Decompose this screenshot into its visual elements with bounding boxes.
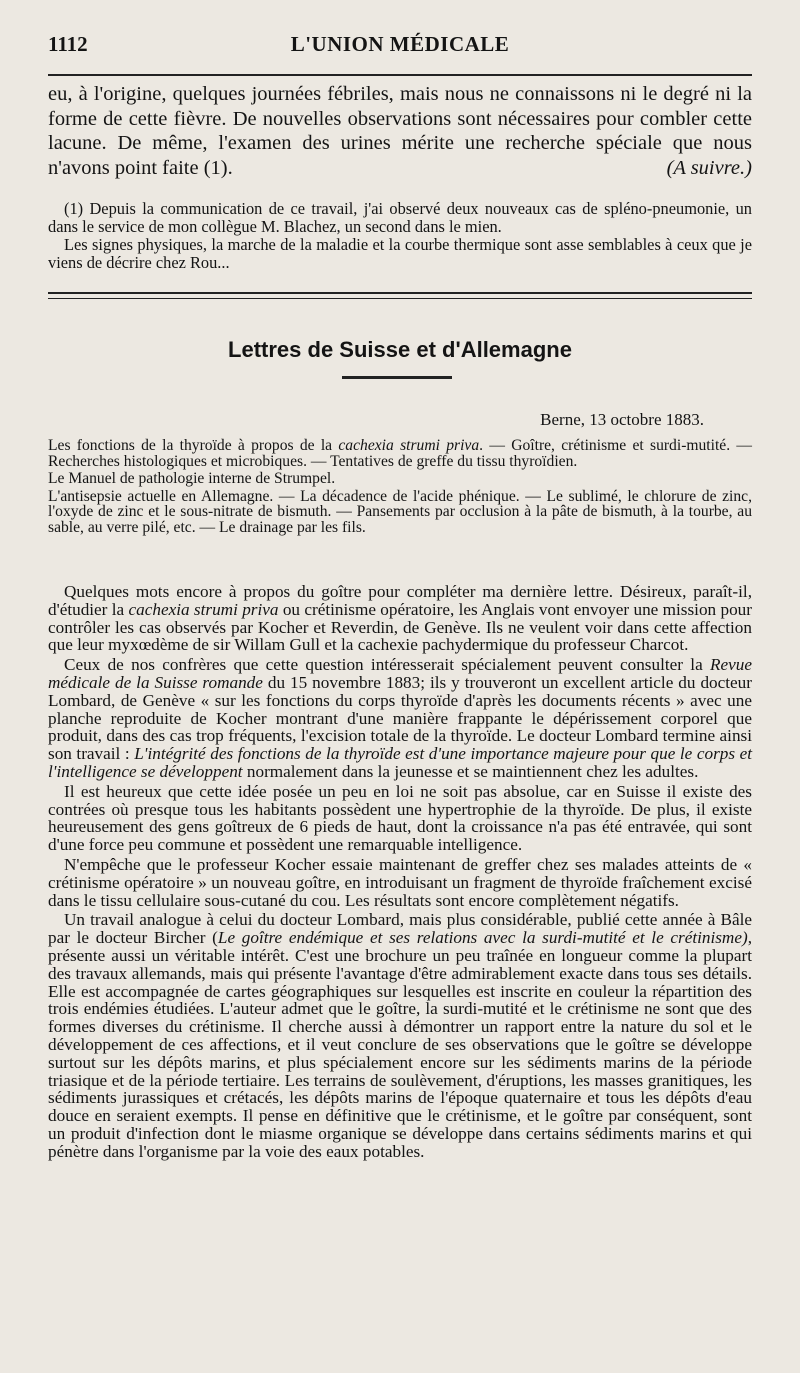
section-title: Lettres de Suisse et d'Allemagne — [228, 337, 572, 362]
body-paragraph: Ceux de nos confrères que cette question intéresserait spécialement peuvent consulter la Revue médicale de la Suisse romande du 15 novembre 1883; ils y trouveront un excellent article du docteur Lombard, de Genève « sur les fonctions du corps thyroïde d'après les documents récents » avec une planche reproduite de Kocher montrant d'une manière frappante le dépérissement corporel que produit, dans des cas trop fréquents, l'excision totale de la thyroïde. Le docteur Lombard termine ainsi son travail : L'intégrité des fonctions de la thyroïde est d'une importance majeure pour que le corps et l'intelligence se développent normalement dans la jeunesse et se maintiennent chez les adultes. — [48, 655, 753, 781]
page-number: 1112 — [48, 32, 88, 56]
body-paragraph: Quelques mots encore à propos du goître pour compléter ma dernière lettre. Désireux, paraît-il, d'étudier la cachexia strumi priva ou crétinisme opératoire, les Anglais vont envoyer une mission pour contrôler les cas observés par Kocher et Reverdin, de Genève. Ils ne veulent voir dans cette affection que leur myxœdème de sir Willam Gull et la cachexie pachydermique du professeur Charcot. — [48, 582, 752, 655]
footnote — [48, 200, 752, 272]
page-header — [48, 32, 752, 62]
footnote-paragraph-2: Les signes physiques, la marche de la maladie et la courbe thermique sont asse semblables à ceux que je viens de décrire chez Rou... — [48, 235, 752, 272]
summary-item: Le Manuel de pathologie interne de Strumpel. — [48, 470, 336, 487]
continuation-paragraph — [48, 82, 752, 180]
running-title: L'UNION MÉDICALE — [290, 32, 510, 56]
header-rule — [48, 74, 752, 76]
title-underline — [342, 376, 452, 379]
a-suivre: (A suivre.) — [666, 156, 752, 179]
section-divider — [48, 292, 752, 299]
body-paragraph: Il est heureux que cette idée posée un peu en loi ne soit pas absolue, car en Suisse il existe des contrées où presque tous les habitants possèdent une hypertrophie de la thyroïde. De plus, il existe heureusement des gens goîtreux de 6 pieds de haut, dont la croissance n'a pas été entravée, qui sont d'une force peu commune et possèdent une remarquable intelligence. — [48, 781, 752, 855]
dateline: Berne, 13 octobre 1883. — [540, 410, 704, 429]
body-paragraph: Un travail analogue à celui du docteur Lombard, mais plus considérable, publié cette année à Bâle par le docteur Bircher (Le goître endémique et ses relations avec la surdi-mutité et le crétinisme), présente aussi un véritable intérêt. C'est une brochure un peu traînée en longueur comme la plupart des travaux allemands, mais qui présente l'avantage d'être admirablement exacte dans tous ses détails. Elle est accompagnée de cartes géographiques sur lesquelles est inscrite en couleur la répartition des trois endémies étudiées. L'auteur admet que le goître, la surdi-mutité et le crétinisme ne sont que des formes diverses du crétinisme. Il cherche aussi à démontrer un rapport entre la nature du sol et le développement de ces affections, et il veut conclure de ses observations que le goître se développe surtout sur les dépôts marins, et plus spécialement encore sur les sédiments marins de la période triasique et de la période tertiaire. Les terrains de soulèvement, d'éruptions, les masses granitiques, les sédiments jurassiques et crétacés, les dépôts marins de l'époque quaternaire et tous les dépôts d'eau douce en seraient exempts. Il pense en définitive que le crétinisme, et le goître par conséquent, sont un produit d'infection dont le miasme organique se développe dans certains sédiments marins et qui pénètre dans l'organisme par la voie des eaux potables. — [48, 910, 752, 1161]
article-body — [48, 583, 752, 1161]
article-summary — [48, 438, 752, 535]
body-paragraph: N'empêche que le professeur Kocher essaie maintenant de greffer chez ses malades atteints de « crétinisme opératoire » un nouveau goître, en introduisant un fragment de thyroïde fraîchement excisé dans le tissu cellulaire sous-cutané du cou. Les résultats sont encore complètement négatifs. — [48, 854, 752, 910]
continuation-block — [48, 82, 752, 180]
footnote-paragraph-1: (1) Depuis la communication de ce travail, j'ai observé deux nouveaux cas de spléno-pneumonie, un dans le service de mon collègue M. Blachez, un second dans le mien. — [48, 199, 752, 236]
summary-item: L'antisepsie actuelle en Allemagne. — La décadence de l'acide phénique. — Le sublimé, le chlorure de zinc, l'oxyde de zinc et le sous-nitrate de bismuth. — Pansements par occlusion à la pâte de bismuth, à la tourbe, au sable, au verre pilé, etc. — Le drainage par les fils. — [48, 487, 752, 536]
continuation-text: eu, à l'origine, quelques journées fébriles, mais nous ne connaissons ni le degré ni la forme de cette fièvre. De nouvelles observations sont nécessaires pour combler cette lacune. De même, l'examen des urines mérite une recherche spéciale que nous n'avons point faite (1). — [48, 83, 752, 179]
summary-item: Les fonctions de la thyroïde à propos de la cachexia strumi priva. — Goître, crétinisme et surdi-mutité. — Recherches histologiques et microbiques. — Tentatives de greffe du tissu thyroïdien. — [48, 437, 753, 470]
